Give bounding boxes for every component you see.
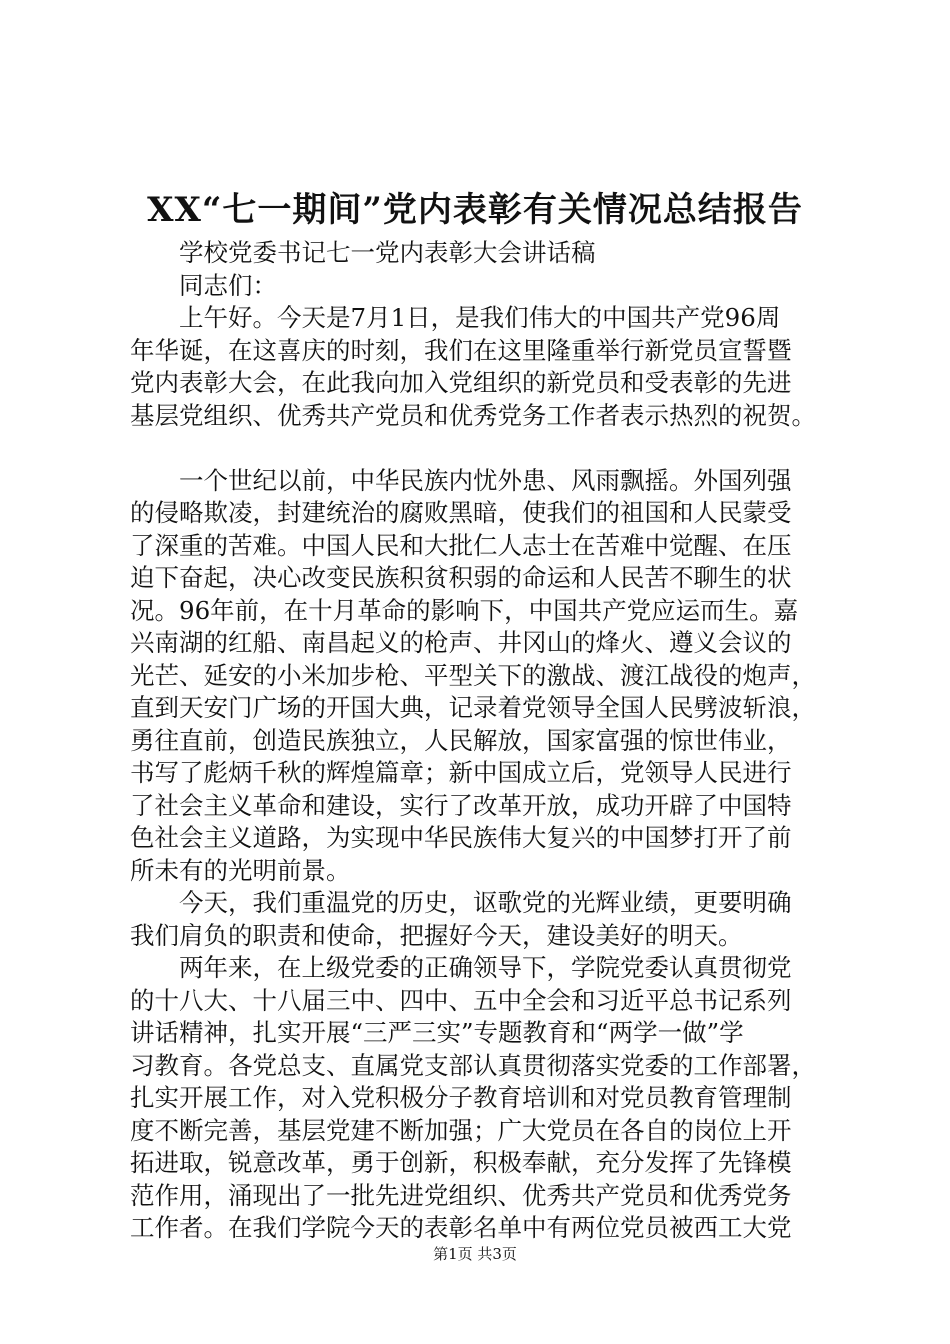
body-line: 直到天安门广场的开国大典，记录着党领导全国人民劈波斩浪， [130,693,816,722]
body-line: 学校党委书记七一党内表彰大会讲话稿 [130,238,596,267]
page-footer: 第1页 共3页 [433,1245,517,1263]
body-line: 两年来，在上级党委的正确领导下，学院党委认真贯彻党 [130,953,792,982]
body-line: 拓进取，锐意改革，勇于创新，积极奉献，充分发挥了先锋模 [130,1148,792,1177]
body-line: 的十八大、十八届三中、四中、五中全会和习近平总书记系列 [130,985,792,1015]
body-line: 党内表彰大会，在此我向加入党组织的新党员和受表彰的先进 [130,368,792,397]
body-line: 我们肩负的职责和使命，把握好今天，建设美好的明天。 [130,920,743,950]
body-line: 迫下奋起，决心改变民族积贫积弱的命运和人民苦不聊生的状 [130,563,792,592]
body-line: 一个世纪以前，中华民族内忧外患、风雨飘摇。外国列强 [130,465,792,495]
body-line: 上午好。今天是7月1日，是我们伟大的中国共产党96周 [130,303,781,332]
body-line: 书写了彪炳千秋的辉煌篇章；新中国成立后，党领导人民进行 [130,758,792,787]
body-line: 年华诞，在这喜庆的时刻，我们在这里隆重举行新党员宣誓暨 [130,335,792,365]
body-line: 讲话精神，扎实开展“三严三实”专题教育和“两学一做”学 [130,1018,744,1047]
body-line: 今天，我们重温党的历史，讴歌党的光辉业绩，更要明确 [130,888,792,917]
body-line: 范作用，涌现出了一批先进党组织、优秀共产党员和优秀党务 [130,1180,792,1210]
body-line: 工作者。在我们学院今天的表彰名单中有两位党员被西工大党 [130,1213,792,1242]
body-line: 了社会主义革命和建设，实行了改革开放，成功开辟了中国特 [130,790,792,820]
body-line: 度不断完善，基层党建不断加强；广大党员在各自的岗位上开 [130,1115,792,1145]
body-line: 所未有的光明前景。 [130,855,351,885]
document-title: XX“七一期间”党内表彰有关情况总结报告 [147,190,803,230]
body-line: 同志们： [130,270,277,300]
body-line: 基层党组织、优秀共产党员和优秀党务工作者表示热烈的祝贺。 [130,400,816,430]
body-line: 色社会主义道路，为实现中华民族伟大复兴的中国梦打开了前 [130,823,792,852]
body-line: 勇往直前，创造民族独立，人民解放，国家富强的惊世伟业， [130,725,792,755]
body-line: 的侵略欺凌，封建统治的腐败黑暗，使我们的祖国和人民蒙受 [130,498,792,527]
body-line: 况。96年前，在十月革命的影响下，中国共产党应运而生。嘉 [130,595,799,625]
body-line: 扎实开展工作，对入党积极分子教育培训和对党员教育管理制 [130,1083,792,1112]
document-body [130,237,842,1245]
body-line: 了深重的苦难。中国人民和大批仁人志士在苦难中觉醒、在压 [130,530,792,560]
body-line: 习教育。各党总支、直属党支部认真贯彻落实党委的工作部署， [130,1050,816,1080]
body-line: 光芒、延安的小米加步枪、平型关下的激战、渡江战役的炮声， [130,660,816,690]
body-line: 兴南湖的红船、南昌起义的枪声、井冈山的烽火、遵义会议的 [130,628,792,657]
blank-line [130,432,842,465]
